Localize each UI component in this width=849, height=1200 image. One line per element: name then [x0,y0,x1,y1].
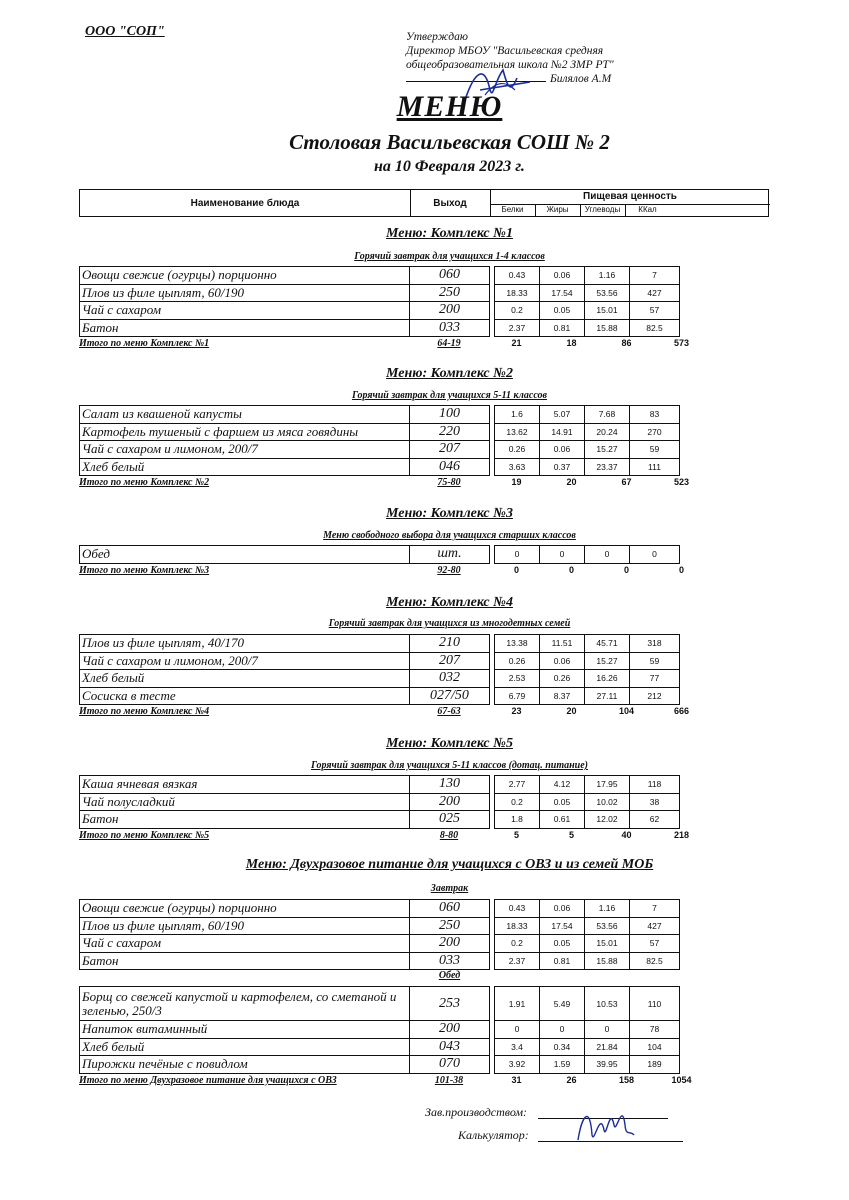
total-fats: 20 [566,706,577,716]
dish-fats: 0.37 [540,458,585,476]
dish-carbs: 10.02 [585,793,630,811]
total-kcal: 666 [673,706,690,716]
approval-school: общеобразовательная школа №2 ЗМР РТ" [406,59,614,71]
total-fats: 26 [566,1074,577,1085]
dish-name: Чай с сахаром и лимоном, 200/7 [80,652,410,670]
menu-row [80,652,680,670]
total-fats: 5 [568,829,574,840]
section-title: Меню: Комплекс №3 [386,506,513,521]
dish-proteins: 0 [495,546,540,564]
dish-fats: 0.81 [540,319,585,337]
approval-name: Билялов А.М [550,73,612,85]
menu-row [80,546,680,564]
dish-name: Салат из квашеной капусты [80,406,410,424]
menu-table [79,986,680,1074]
dish-proteins: 18.33 [495,284,540,302]
dish-name: Плов из филе цыплят, 60/190 [80,917,410,935]
menu-row [80,687,680,705]
dish-fats: 11.51 [540,635,585,653]
menu-row [80,423,680,441]
dish-kcal: 212 [630,687,680,705]
menu-table [79,545,680,564]
dish-fats: 0.05 [540,935,585,953]
total-carbs: 40 [621,829,632,840]
dish-output: 070 [410,1056,490,1074]
dish-carbs: 0 [585,1021,630,1039]
total-row [79,564,769,577]
dish-carbs: 0 [585,546,630,564]
dish-output: 253 [410,987,490,1021]
dish-output: 200 [410,793,490,811]
dish-carbs: 15.88 [585,952,630,970]
dish-carbs: 53.56 [585,917,630,935]
dish-name: Овощи свежие (огурцы) порционно [80,900,410,918]
dish-kcal: 57 [630,935,680,953]
dish-fats: 17.54 [540,284,585,302]
dish-proteins: 0.43 [495,900,540,918]
section-title: Меню: Комплекс №2 [386,366,513,381]
total-carbs: 86 [621,338,632,348]
dish-fats: 0 [540,1021,585,1039]
menu-row [80,776,680,794]
dish-fats: 8.37 [540,687,585,705]
dish-name: Пирожки печёные с повидлом [80,1056,410,1074]
approval-title: Утверждаю [406,31,468,43]
total-row [79,829,769,842]
total-label: Итого по меню Комплекс №5 [79,829,210,841]
total-proteins: 21 [511,338,522,348]
dish-fats: 14.91 [540,423,585,441]
total-proteins: 23 [511,706,522,716]
menu-row [80,1021,680,1039]
dish-proteins: 0.26 [495,441,540,459]
production-manager-label: Зав.производством: [425,1105,528,1119]
dish-kcal: 318 [630,635,680,653]
dish-proteins: 2.77 [495,776,540,794]
dish-kcal: 118 [630,776,680,794]
dish-fats: 0.06 [540,267,585,285]
column-header [79,189,769,217]
total-carbs: 0 [623,564,629,575]
dish-fats: 5.07 [540,406,585,424]
section-subtitle: Меню свободного выбора для учащихся старших классов [323,530,576,541]
dish-proteins: 13.38 [495,635,540,653]
menu-row [80,458,680,476]
canteen-name: Столовая Васильевская СОШ № 2 [289,130,610,154]
approval-position: Директор МБОУ "Васильевская средняя [406,45,604,57]
header-nutrition-group [490,190,770,216]
total-label: Итого по меню Комплекс №3 [79,564,210,576]
calculator-signature-icon [570,1095,640,1155]
dish-carbs: 53.56 [585,284,630,302]
dish-proteins: 0.43 [495,267,540,285]
dish-kcal: 110 [630,987,680,1021]
dish-carbs: 39.95 [585,1056,630,1074]
dish-kcal: 77 [630,670,680,688]
total-kcal: 573 [673,338,690,348]
total-output: 8-80 [439,829,459,841]
dish-carbs: 15.01 [585,302,630,320]
dish-output: 033 [410,319,490,337]
header-nutrition: Пищевая ценность [490,190,770,205]
menu-row [80,793,680,811]
section-title: Меню: Комплекс №5 [386,736,513,751]
dish-kcal: 83 [630,406,680,424]
menu-table [79,405,680,476]
dish-output: 200 [410,935,490,953]
total-row [79,1074,769,1087]
dish-proteins: 2.37 [495,319,540,337]
dish-name: Каша ячневая вязкая [80,776,410,794]
dish-name: Чай с сахаром и лимоном, 200/7 [80,441,410,459]
dish-fats: 5.49 [540,987,585,1021]
section-title: Меню: Двухразовое питание для учащихся с ОВЗ и из семей МОБ [245,857,654,872]
dish-carbs: 15.27 [585,652,630,670]
menu-row [80,987,680,1021]
dish-fats: 0.81 [540,952,585,970]
section-subtitle: Горячий завтрак для учащихся 5-11 классов (дотац. питание) [311,760,588,771]
dish-name: Сосиска в тесте [80,687,410,705]
total-carbs: 158 [618,1074,635,1085]
dish-carbs: 45.71 [585,635,630,653]
menu-row [80,284,680,302]
dish-carbs: 1.16 [585,900,630,918]
total-carbs: 67 [621,477,632,487]
menu-row [80,1038,680,1056]
menu-row [80,670,680,688]
calculator-label: Калькулятор: [458,1128,529,1142]
header-output: Выход [410,190,491,216]
dish-name: Батон [80,952,410,970]
total-proteins: 5 [513,829,519,840]
dish-output: 033 [410,952,490,970]
section-subtitle: Горячий завтрак для учащихся 1-4 классов [354,251,545,262]
dish-proteins: 3.92 [495,1056,540,1074]
dish-proteins: 0.2 [495,935,540,953]
dish-proteins: 3.4 [495,1038,540,1056]
menu-row [80,935,680,953]
section-title: Меню: Комплекс №4 [386,595,513,610]
total-proteins: 0 [513,564,519,575]
dish-output: 250 [410,284,490,302]
section-subtitle: Горячий завтрак для учащихся из многодетных семей [328,618,571,629]
dish-kcal: 104 [630,1038,680,1056]
dish-proteins: 6.79 [495,687,540,705]
header-dish-name: Наименование блюда [80,190,411,216]
dish-kcal: 427 [630,917,680,935]
total-label: Итого по меню Двухразовое питание для учащихся с ОВЗ [79,1074,337,1086]
dish-kcal: 82.5 [630,952,680,970]
dish-fats: 0 [540,546,585,564]
dish-fats: 0.06 [540,652,585,670]
dish-output: 200 [410,1021,490,1039]
dish-carbs: 20.24 [585,423,630,441]
dish-proteins: 0.2 [495,302,540,320]
header-proteins: Белки [490,204,536,216]
dish-kcal: 38 [630,793,680,811]
dish-proteins: 2.53 [495,670,540,688]
dish-fats: 0.06 [540,900,585,918]
dish-kcal: 270 [630,423,680,441]
dish-proteins: 1.91 [495,987,540,1021]
menu-row [80,900,680,918]
dish-carbs: 27.11 [585,687,630,705]
total-fats: 20 [566,477,577,487]
menu-date: на 10 Февраля 2023 г. [374,158,525,175]
menu-row [80,952,680,970]
page-title: МЕНЮ [396,90,503,123]
dish-name: Плов из филе цыплят, 60/190 [80,284,410,302]
total-kcal: 0 [678,564,684,575]
dish-carbs: 12.02 [585,811,630,829]
dish-name: Напиток витаминный [80,1021,410,1039]
dish-carbs: 15.88 [585,319,630,337]
dish-fats: 17.54 [540,917,585,935]
menu-row [80,441,680,459]
total-proteins: 31 [511,1074,522,1085]
dish-output: 207 [410,652,490,670]
dish-output: 032 [410,670,490,688]
menu-row [80,811,680,829]
menu-table [79,634,680,705]
dish-output: 250 [410,917,490,935]
dish-kcal: 7 [630,900,680,918]
dish-proteins: 0.2 [495,793,540,811]
menu-table [79,266,680,337]
dish-kcal: 0 [630,546,680,564]
total-label: Итого по меню Комплекс №2 [79,477,210,488]
dish-fats: 0.05 [540,793,585,811]
dish-output: 027/50 [410,687,490,705]
dish-name: Плов из филе цыплят, 40/170 [80,635,410,653]
dish-output: 043 [410,1038,490,1056]
dish-fats: 0.05 [540,302,585,320]
total-kcal: 523 [673,477,690,487]
total-output: 92-80 [437,564,461,576]
dish-kcal: 427 [630,284,680,302]
dish-name: Борщ со свежей капустой и картофелем, со сметаной и зеленью, 250/3 [80,987,410,1021]
total-output: 67-63 [437,706,461,717]
dish-kcal: 189 [630,1056,680,1074]
dish-proteins: 1.6 [495,406,540,424]
menu-row [80,917,680,935]
menu-row [80,319,680,337]
dish-fats: 0.06 [540,441,585,459]
dish-output: 060 [410,267,490,285]
menu-row [80,267,680,285]
dish-name: Батон [80,811,410,829]
menu-table [79,899,680,970]
section-title: Меню: Комплекс №1 [386,226,513,241]
total-output: 64-19 [437,338,461,349]
dish-proteins: 2.37 [495,952,540,970]
total-label: Итого по меню Комплекс №1 [79,338,210,349]
dish-carbs: 10.53 [585,987,630,1021]
dish-name: Овощи свежие (огурцы) порционно [80,267,410,285]
dish-carbs: 15.01 [585,935,630,953]
total-kcal: 218 [673,829,690,840]
total-row [79,337,769,350]
dish-name: Чай полусладкий [80,793,410,811]
dish-output: шт. [410,546,490,564]
total-label: Итого по меню Комплекс №4 [79,706,210,717]
dish-kcal: 59 [630,652,680,670]
dish-name: Обед [80,546,410,564]
menu-row [80,302,680,320]
dish-proteins: 0 [495,1021,540,1039]
total-output: 101-38 [434,1074,464,1086]
dish-proteins: 1.8 [495,811,540,829]
dish-carbs: 21.84 [585,1038,630,1056]
dish-output: 046 [410,458,490,476]
dish-kcal: 59 [630,441,680,459]
dish-carbs: 16.26 [585,670,630,688]
dish-fats: 1.59 [540,1056,585,1074]
header-carbs: Углеводы [580,204,626,216]
total-kcal: 1054 [671,1074,692,1085]
organization-name: ООО "СОП" [85,24,165,39]
header-kcal: ККал [638,205,657,214]
dish-carbs: 17.95 [585,776,630,794]
menu-table [79,775,680,829]
dish-kcal: 78 [630,1021,680,1039]
dish-name: Хлеб белый [80,458,410,476]
dish-output: 200 [410,302,490,320]
dish-carbs: 15.27 [585,441,630,459]
dish-kcal: 62 [630,811,680,829]
menu-row [80,1056,680,1074]
dish-output: 100 [410,406,490,424]
dish-name: Батон [80,319,410,337]
dish-fats: 0.34 [540,1038,585,1056]
dish-name: Чай с сахаром [80,302,410,320]
dish-name: Хлеб белый [80,1038,410,1056]
dish-kcal: 111 [630,458,680,476]
dish-fats: 0.26 [540,670,585,688]
dish-proteins: 0.26 [495,652,540,670]
dish-output: 060 [410,900,490,918]
dish-name: Хлеб белый [80,670,410,688]
total-row [79,705,769,718]
dish-name: Чай с сахаром [80,935,410,953]
dish-output: 025 [410,811,490,829]
section-subtitle: Обед [438,970,461,981]
menu-row [80,635,680,653]
dish-name: Картофель тушеный с фаршем из мяса говядины [80,423,410,441]
dish-carbs: 23.37 [585,458,630,476]
dish-fats: 4.12 [540,776,585,794]
total-output: 75-80 [437,477,461,488]
total-fats: 0 [568,564,574,575]
dish-kcal: 82.5 [630,319,680,337]
dish-carbs: 7.68 [585,406,630,424]
dish-proteins: 13.62 [495,423,540,441]
dish-carbs: 1.16 [585,267,630,285]
dish-fats: 0.61 [540,811,585,829]
total-carbs: 104 [618,706,635,716]
dish-output: 220 [410,423,490,441]
dish-output: 207 [410,441,490,459]
total-fats: 18 [566,338,577,348]
header-fats: Жиры [535,204,581,216]
dish-kcal: 57 [630,302,680,320]
dish-kcal: 7 [630,267,680,285]
dish-proteins: 18.33 [495,917,540,935]
section-subtitle: Завтрак [430,883,469,894]
dish-proteins: 3.63 [495,458,540,476]
total-row [79,476,769,489]
section-subtitle: Горячий завтрак для учащихся 5-11 классов [351,390,548,401]
dish-output: 130 [410,776,490,794]
menu-row [80,406,680,424]
dish-output: 210 [410,635,490,653]
total-proteins: 19 [511,477,522,487]
